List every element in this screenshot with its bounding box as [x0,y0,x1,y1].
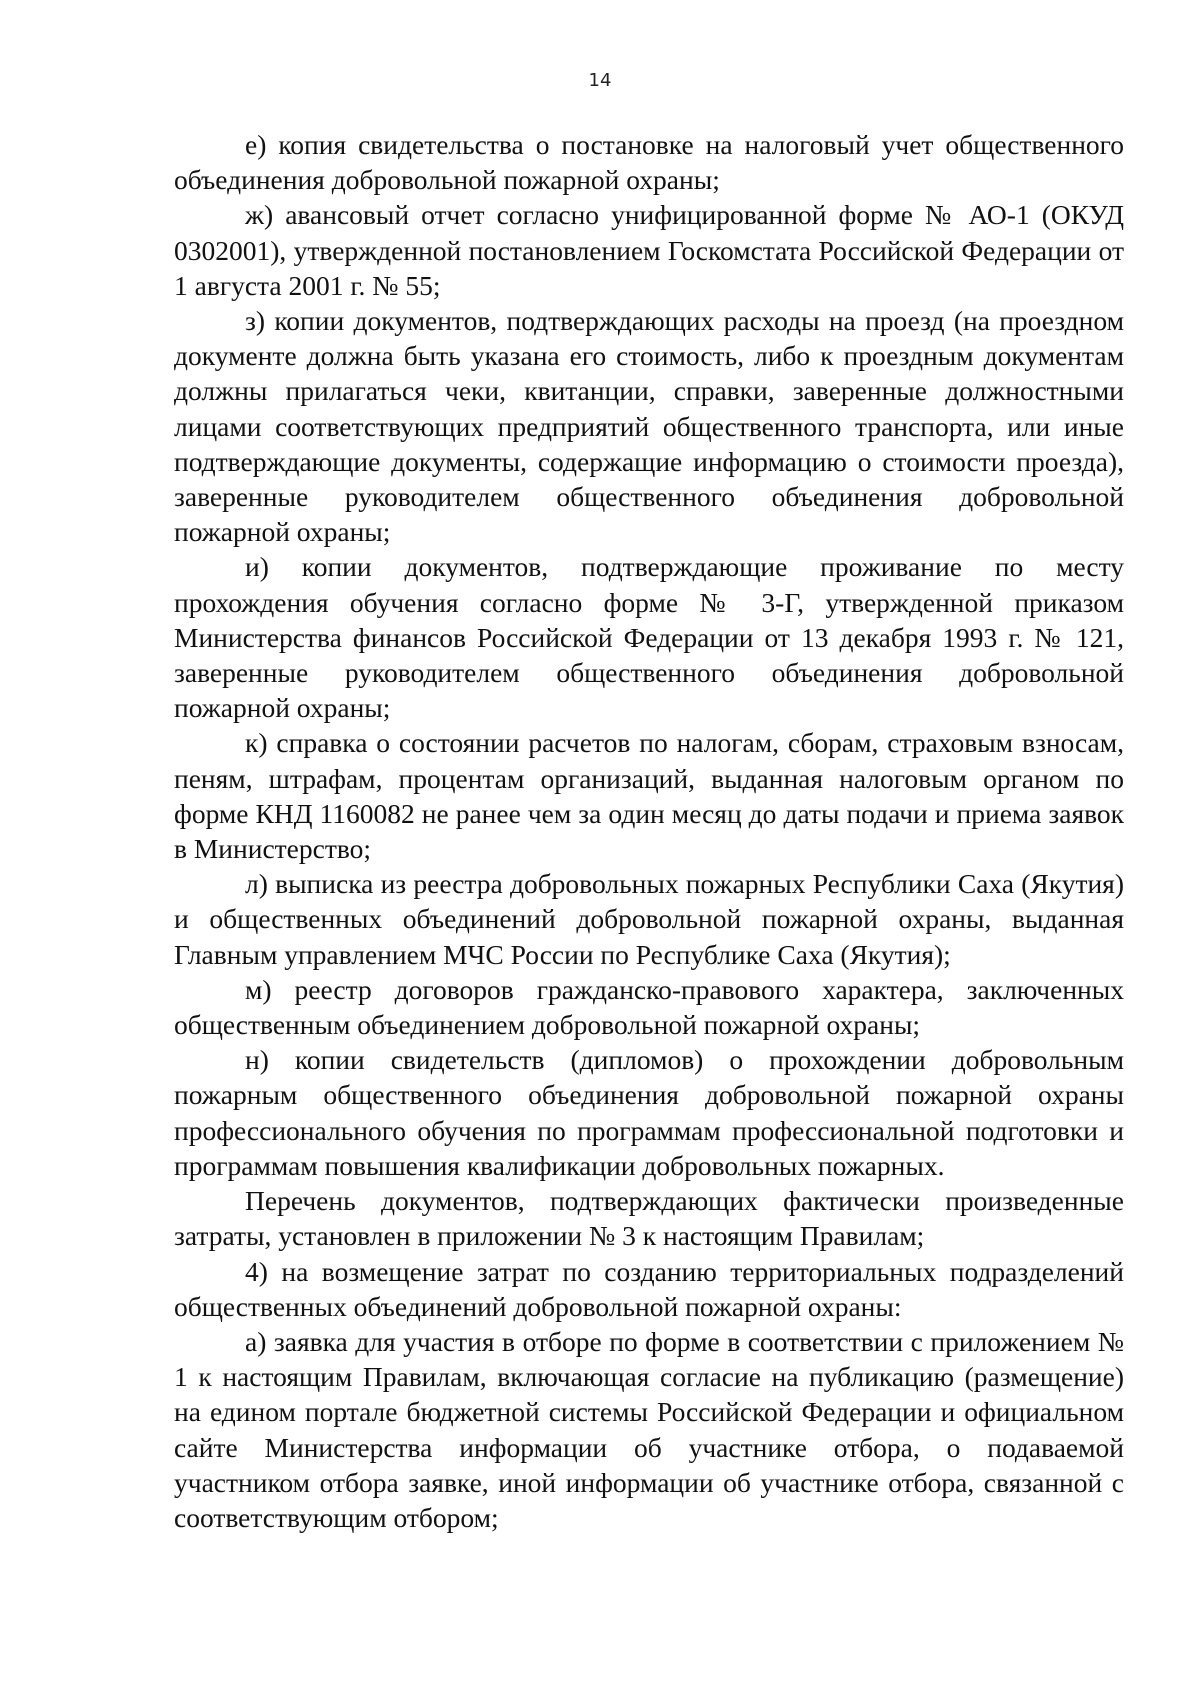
paragraph-e: е) копия свидетельства о постановке на налоговый учет общественного объединения добровольной пожарной охраны; [174,129,1124,196]
paragraph-z: з) копии документов, подтверждающих расходы на проезд (на проездном документе должна быть указана его стоимость, либо к проездным документам должны прилагаться чеки, квитанции, справки, заверенные должностными лицами соответствующих предприятий общественного транспорта, или иные подтверждающие документы, содержащие информацию о стоимости проезда), заверенные руководителем общественного объединения добровольной пожарной охраны; [174,305,1124,548]
paragraph-zh: ж) авансовый отчет согласно унифицированной форме № АО-1 (ОКУД 0302001), утвержденной постановлением Госкомстата Российской Федерации от 1 августа 2001 г. № 55; [174,199,1124,301]
paragraph-item-4: 4) на возмещение затрат по созданию территориальных подразделений общественных объединений добровольной пожарной охраны: [174,1255,1124,1322]
paragraph-n: н) копии свидетельств (дипломов) о прохождении добровольным пожарным общественного объединения добровольной пожарной охраны профессионального обучения по программам профессиональной подготовки и программам повышения квалификации добровольных пожарных. [174,1044,1124,1181]
paragraph-k: к) справка о состоянии расчетов по налогам, сборам, страховым взносам, пеням, штрафам, процентам организаций, выданная налоговым органом по форме КНД 1160082 не ранее чем за один месяц до даты подачи и приема заявок в Министерство; [174,727,1124,865]
paragraph-a: а) заявка для участия в отборе по форме в соответствии с приложением № 1 к настоящим Правилам, включающая согласие на публикацию (размещение) на едином портале бюджетной системы Российской Федерации и официальном сайте Министерства информации об участнике отбора, о подаваемой участником отбора заявке, иной информации об участнике отбора, связанной с соответствующим отбором; [174,1325,1124,1533]
page-number: 14 [588,70,612,91]
paragraph-i: и) копии документов, подтверждающие проживание по месту прохождения обучения согласно форме № 3-Г, утвержденной приказом Министерства финансов Российской Федерации от 13 декабря 1993 г. № 121, заверенные руководителем общественного объединения добровольной пожарной охраны; [174,551,1124,724]
document-body [174,127,1124,1535]
paragraph-m: м) реестр договоров гражданско-правового характера, заключенных общественным объединением добровольной пожарной охраны; [174,973,1124,1041]
paragraph-l: л) выписка из реестра добровольных пожарных Республики Саха (Якутия) и общественных объединений добровольной пожарной охраны, выданная Главным управлением МЧС России по Республике Саха (Якутия); [174,868,1124,970]
paragraph-document-list: Перечень документов, подтверждающих фактически произведенные затраты, установлен в приложении № 3 к настоящим Правилам; [174,1185,1124,1252]
